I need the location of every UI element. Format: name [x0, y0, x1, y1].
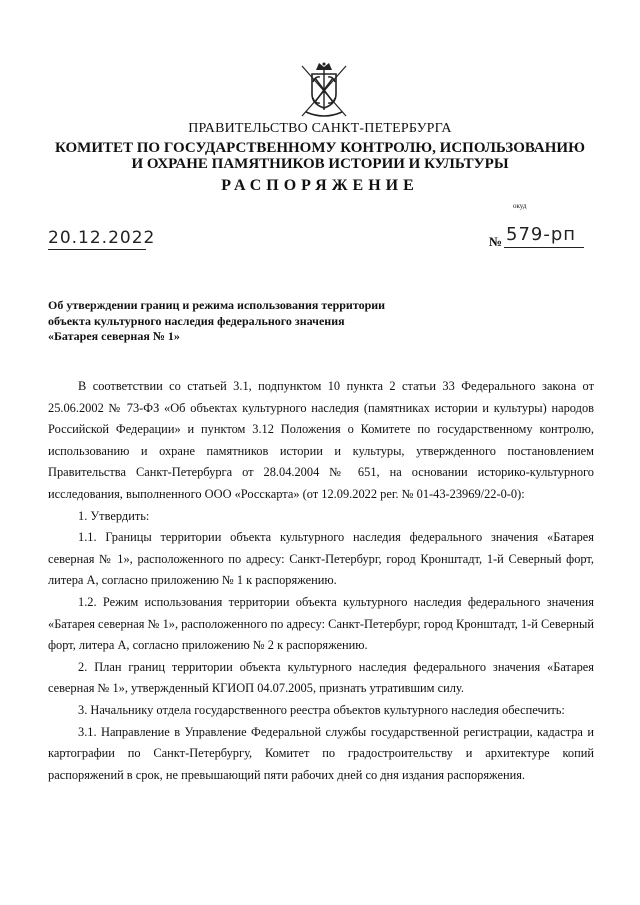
document-subject	[48, 298, 468, 345]
document-number: 579-рп	[506, 224, 577, 245]
number-underline	[504, 247, 584, 248]
paragraph-item-3-1: 3.1. Направление в Управление Федеральной службы государственной регистрации, кадастра и картографии по Санкт-Петербургу, Комитет по градостроительству и архитектуре копий распоряжений в срок, не превышающий пяти рабочих дней со дня издания распоряжения.	[48, 724, 594, 782]
paragraph-item-1: 1. Утвердить:	[78, 508, 150, 523]
committee-name	[0, 140, 640, 172]
paragraph-preamble: В соответствии со статьей 3.1, подпунктом 10 пункта 2 статьи 33 Федерального закона от 25.06.2002 № 73-ФЗ «Об объектах культурного наследия (памятниках истории и культуры) народов Российской Федерации» и пунктом 3.12 Положения о Комитете по государственному контролю, использованию и охране памятников истории и культуры, утвержденного постановлением Правительства Санкт-Петербурга от 28.04.2004 № 651, на основании историко-культурного исследования, выполненного ООО «Росскарта» (от 12.09.2022 рег. № 01-43-23969/22-0-0):	[48, 379, 594, 501]
number-sign: №	[489, 234, 503, 249]
government-name: ПРАВИТЕЛЬСТВО САНКТ-ПЕТЕРБУРГА	[188, 121, 452, 136]
document-type-title: РАСПОРЯЖЕНИЕ	[221, 177, 419, 194]
paragraph-item-1-2: 1.2. Режим использования территории объекта культурного наследия федерального значения «Батарея северная № 1», расположенного по адресу: Санкт-Петербург, город Кронштадт, 1-й Северный форт, литера А, согласно приложению № 2 к распоряжению.	[48, 594, 594, 653]
paragraph-item-1-1: 1.1. Границы территории объекта культурного наследия федерального значения «Батарея северная № 1», расположенного по адресу: Санкт-Петербург, город Кронштадт, 1-й Северный форт, литера А, согласно приложению № 1 к распоряжению.	[48, 530, 594, 588]
paragraph-item-2: 2. План границ территории объекта культурного наследия федерального значения «Батарея северная № 1», утвержденный КГИОП 04.07.2005, признать утратившим силу.	[48, 659, 594, 696]
document-date: 20.12.2022	[48, 228, 156, 248]
document-body	[48, 376, 594, 786]
okud-label: окуд	[513, 202, 527, 210]
committee-name-line2: И ОХРАНЕ ПАМЯТНИКОВ ИСТОРИИ И КУЛЬТУРЫ	[131, 156, 509, 172]
subject-line2: объекта культурного наследия федерального значения	[48, 313, 345, 328]
committee-name-line1: КОМИТЕТ ПО ГОСУДАРСТВЕННОМУ КОНТРОЛЮ, ИСПОЛЬЗОВАНИЮ	[55, 140, 585, 156]
paragraph-item-3: 3. Начальнику отдела государственного реестра объектов культурного наследия обеспечить:	[78, 702, 565, 717]
coat-of-arms-icon	[296, 60, 352, 120]
subject-line3: «Батарея северная № 1»	[48, 329, 180, 343]
subject-line1: Об утверждении границ и режима использования территории	[48, 298, 386, 312]
date-underline	[48, 249, 146, 250]
